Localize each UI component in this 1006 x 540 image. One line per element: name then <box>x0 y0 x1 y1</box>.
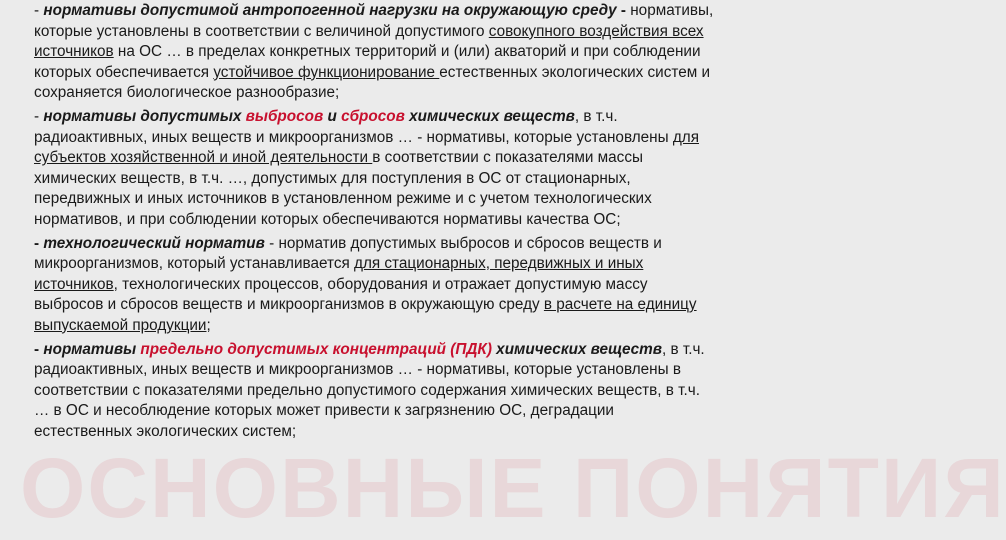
definition-text: естественных экологических систем и сохраняется биологическое разнообразие; <box>34 63 711 102</box>
term: нормативы допустимой антропогенной нагрузки на окружающую среду <box>43 2 617 19</box>
definition-text: ; <box>206 316 211 334</box>
definition-text: нормативы, которые установлены в соответствии с величиной допустимого <box>34 2 714 40</box>
underlined-phrase: совокупного воздействия всех источников <box>34 22 704 61</box>
definition-text: , в т.ч. радиоактивных, иных веществ и микроорганизмов … - нормативы, которые установлены <box>34 107 673 146</box>
definition-anthropogenic-load <box>34 1 714 104</box>
definition-text: , технологических процессов, оборудования и отражает допустимую массу выбросов и сбросов веществ и микроорганизмов в окружающую среду <box>34 275 648 314</box>
bullet-dash: - <box>34 107 44 125</box>
underlined-phrase: в расчете на единицу выпускаемой продукции <box>34 296 697 334</box>
term: химических веществ <box>491 340 663 358</box>
bullet-dash: - <box>34 2 44 19</box>
definition-emissions-discharges <box>34 107 714 231</box>
bullet-dash: - <box>34 234 44 252</box>
term: нормативы допустимых <box>43 107 246 125</box>
term: и <box>323 107 342 125</box>
term-highlight: (ПДК) <box>450 340 492 358</box>
term-separator: - <box>616 2 631 19</box>
term: нормативы <box>43 340 141 358</box>
term-highlight: выбросов <box>245 107 324 125</box>
underlined-phrase: устойчивое функционирование <box>213 63 440 81</box>
definition-text: - норматив допустимых выбросов и сбросов веществ и микроорганизмов, который устанавливается <box>34 234 662 273</box>
term: химических веществ <box>404 107 575 125</box>
definition-text: в соответствии с показателями массы химических веществ, в т.ч. …, допустимых для поступления в ОС от стационарных, передвижных и иных источников в установленном режиме и с учетом технологических нормативов, и при соблюдении которых обеспечиваются нормативы качества ОС; <box>34 149 652 228</box>
bullet-dash: - <box>34 340 44 358</box>
term-highlight: предельно допустимых концентраций <box>140 340 447 358</box>
term: технологический норматив <box>43 234 265 252</box>
underlined-phrase: для стационарных, передвижных и иных источников <box>34 255 644 293</box>
definition-text: на ОС … в пределах конкретных территорий и (или) акваторий и при соблюдении которых обеспечивается <box>34 43 701 81</box>
term-highlight: сбросов <box>341 107 405 125</box>
definition-technological-norm <box>34 234 714 337</box>
definition-text: , в т.ч. радиоактивных, иных веществ и микроорганизмов … - нормативы, которые установлены в соответствии с показателями предельно допустимого содержания химических веществ, в т.ч. … в ОС и несоблюдение которых может привести к загрязнению ОС, деградации естественных экологических систем; <box>34 340 705 440</box>
definition-mpc <box>34 340 714 443</box>
underlined-phrase: для субъектов хозяйственной и иной деятельности <box>34 128 699 167</box>
watermark-heading: ОСНОВНЫЕ ПОНЯТИЯ <box>20 441 1006 535</box>
